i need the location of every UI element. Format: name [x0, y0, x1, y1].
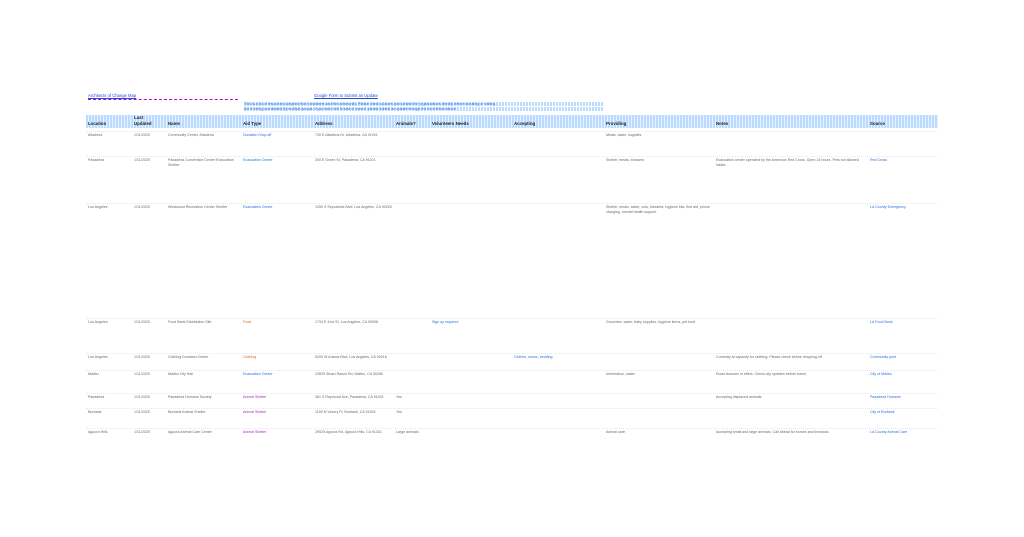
cell-providing: Meals, water, supplies [606, 133, 642, 137]
cell-name: Agoura Animal Care Center [168, 430, 212, 434]
cell-accepting: Clothes, shoes, bedding [514, 355, 553, 359]
cell-updated: 1/11/2025 [134, 430, 150, 434]
cell-name: Clothing Donation Center [168, 355, 209, 359]
cell-source[interactable]: City of Burbank [870, 410, 895, 414]
info-note-2: Aid is being coordinated by multiple groups. If you have info to add or correct, please submit an update through the form linked above. [244, 107, 604, 111]
cell-source[interactable]: Red Cross [870, 158, 887, 162]
row-divider [86, 353, 938, 354]
cell-updated: 1/11/2025 [134, 372, 150, 376]
cell-animals: Large animals [396, 430, 419, 434]
cell-location: Los Angeles [88, 355, 108, 359]
row-divider [86, 393, 938, 394]
cell-notes: Road closures in effect. Check city updates before travel. [716, 372, 807, 376]
cell-aid-type[interactable]: Food [243, 320, 252, 324]
cell-name: Burbank Animal Shelter [168, 410, 206, 414]
cell-providing: Groceries, water, baby supplies, hygiene items, pet food [606, 320, 696, 324]
col-accepting: Accepting [514, 121, 536, 126]
cell-providing: Information, water [606, 372, 635, 376]
col-address: Address [315, 121, 333, 126]
cell-source[interactable]: Community post [870, 355, 896, 359]
row-divider [86, 131, 938, 132]
cell-providing: Shelter, meals, showers [606, 158, 645, 162]
col-providing: Providing [606, 121, 627, 126]
cell-location: Pasadena [88, 158, 105, 162]
row-divider [86, 318, 938, 319]
cell-aid-type[interactable]: Clothing [243, 355, 257, 359]
cell-animals: Yes [396, 395, 402, 399]
cell-address: 1734 E 41st St, Los Angeles, CA 90058 [315, 320, 378, 324]
col-name: Name [168, 121, 180, 126]
cell-address: 5200 W Adams Blvd, Los Angeles, CA 90016 [315, 355, 387, 359]
col-volunteers: Volunteers Needs [432, 121, 469, 126]
cell-location: Burbank [88, 410, 102, 414]
col-aid-type: Aid Type [243, 121, 262, 126]
row-divider [86, 428, 938, 429]
cell-aid-type[interactable]: Animal Shelter [243, 410, 267, 414]
cell-animals: Yes [396, 410, 402, 414]
cell-updated: 1/11/2025 [134, 410, 150, 414]
cell-source[interactable]: LA County Animal Care [870, 430, 908, 434]
col-location: Location [88, 121, 107, 126]
cell-source[interactable]: LA Food Bank [870, 320, 893, 324]
cell-aid-type[interactable]: Evacuation Center [243, 205, 273, 209]
cell-location: Los Angeles [88, 320, 108, 324]
cell-address: 29525 Agoura Rd, Agoura Hills, CA 91301 [315, 430, 382, 434]
cell-location: Malibu [88, 372, 99, 376]
cell-notes: Accepting small and large animals. Call ahead for horses and livestock. [716, 430, 830, 434]
cell-name: Community Center, Altadena [168, 133, 214, 137]
row-divider [86, 203, 938, 204]
cell-updated: 1/11/2025 [134, 158, 150, 162]
cell-name: Westwood Recreation Center Shelter [168, 205, 228, 209]
cell-source[interactable]: City of Malibu [870, 372, 892, 376]
col-notes: Notes [716, 121, 729, 126]
col-updated-line1: Last [134, 115, 144, 120]
cell-address: 730 E Altadena Dr, Altadena, CA 91001 [315, 133, 378, 137]
cell-name: Pasadena Humane Society [168, 395, 212, 399]
cell-updated: 1/11/2025 [134, 355, 150, 359]
header-band [86, 115, 938, 128]
cell-updated: 1/11/2025 [134, 205, 150, 209]
row-divider [86, 156, 938, 157]
cell-address: 300 E Green St, Pasadena, CA 91101 [315, 158, 376, 162]
row-divider [86, 370, 938, 371]
cell-aid-type[interactable]: Animal Shelter [243, 395, 267, 399]
cell-address: 23825 Stuart Ranch Rd, Malibu, CA 90265 [315, 372, 383, 376]
cell-notes: Accepting displaced animals. [716, 395, 763, 399]
cell-updated: 1/11/2025 [134, 133, 150, 137]
cell-name: Food Bank Distribution Site [168, 320, 212, 324]
cell-source[interactable]: Pasadena Humane [870, 395, 901, 399]
cell-aid-type[interactable]: Evacuation Center [243, 372, 273, 376]
cell-location: Agoura Hills [88, 430, 108, 434]
cell-aid-type[interactable]: Animal Shelter [243, 430, 267, 434]
col-updated-line2: Updated [134, 121, 152, 126]
col-source: Source [870, 121, 885, 126]
info-note-1: This is a list of resources compiled from volunteers and the community. Please check sources and contact the organizations directly before donating or visiting. [244, 102, 604, 106]
cell-location: Pasadena [88, 395, 105, 399]
cell-updated: 1/11/2025 [134, 320, 150, 324]
cell-name: Pasadena Convention Center Evacuation Shelter [168, 158, 234, 167]
cell-updated: 1/11/2025 [134, 395, 150, 399]
architects-map-link[interactable]: Architects of Change Map [88, 93, 238, 100]
cell-name: Malibu City Hall [168, 372, 193, 376]
row-divider [86, 408, 938, 409]
cell-providing: Animal care [606, 430, 625, 434]
cell-source[interactable]: LA County Emergency [870, 205, 906, 209]
cell-volunteers: Sign up required [432, 320, 459, 324]
cell-notes: Evacuation center operated by the American Red Cross. Open 24 hours. Pets not allowed inside. [716, 158, 859, 167]
cell-providing: Shelter, meals, water, cots, blankets, hygiene kits, first aid, phone charging, mental health support [606, 205, 710, 214]
cell-aid-type[interactable]: Donation Drop-off [243, 133, 272, 137]
cell-location: Los Angeles [88, 205, 108, 209]
cell-location: Altadena [88, 133, 103, 137]
cell-address: 361 S Raymond Ave, Pasadena, CA 91105 [315, 395, 384, 399]
cell-address: 1350 S Sepulveda Blvd, Los Angeles, CA 90025 [315, 205, 392, 209]
google-form-link[interactable]: Google Form to Submit an Update [314, 93, 378, 98]
cell-address: 1150 N Victory Pl, Burbank, CA 91502 [315, 410, 376, 414]
col-animals: Animals? [396, 121, 416, 126]
cell-aid-type[interactable]: Evacuation Center [243, 158, 273, 162]
cell-notes: Currently at capacity for clothing. Please check before dropping off. [716, 355, 823, 359]
